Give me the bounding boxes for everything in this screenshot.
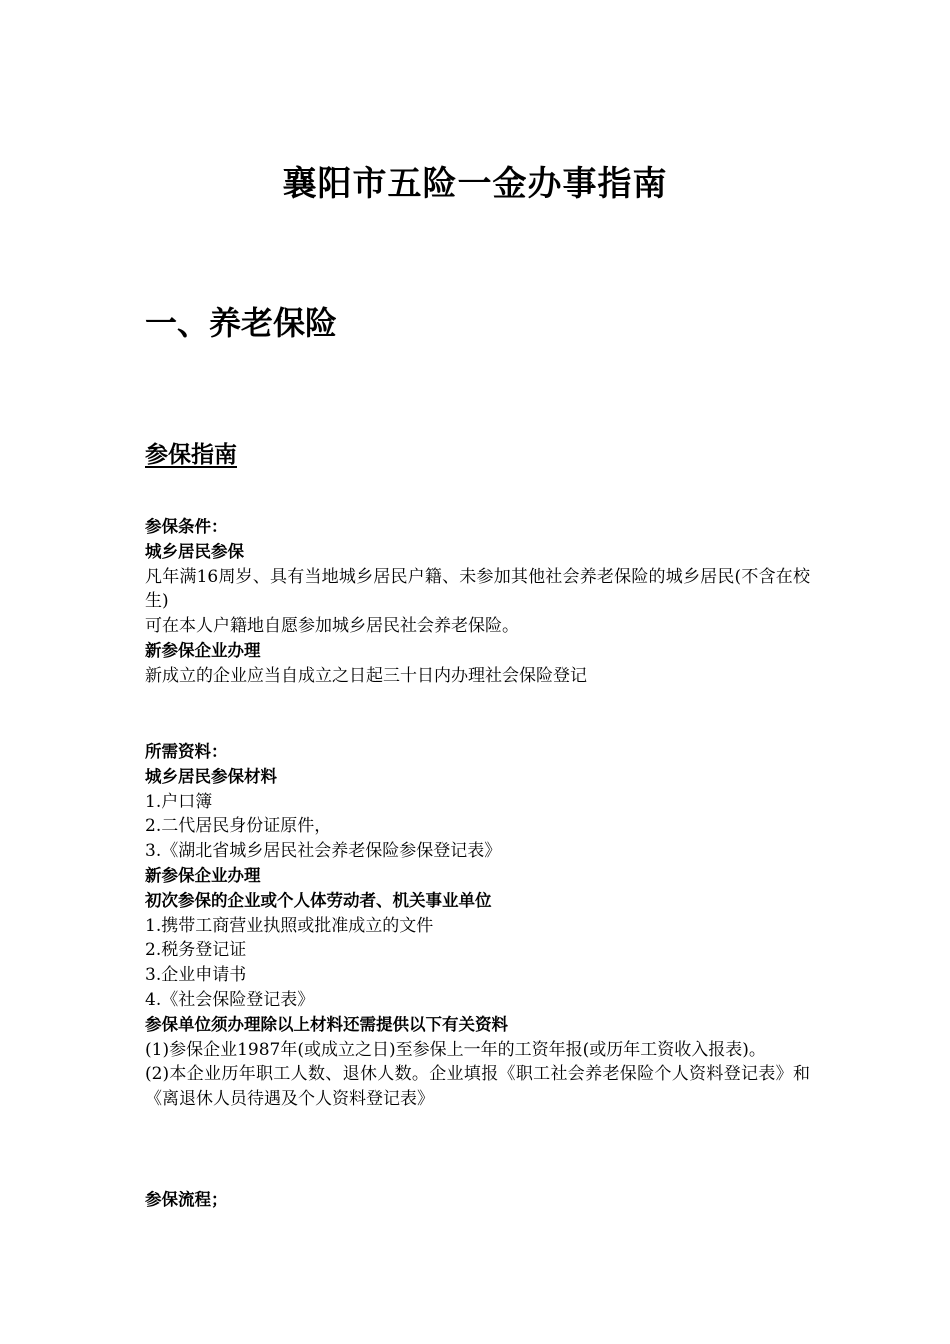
materials-enterprise-subheading: 初次参保的企业或个人体劳动者、机关事业单位 — [145, 890, 492, 910]
list-item: 3.《湖北省城乡居民社会养老保险参保登记表》 — [145, 841, 502, 862]
urban-rural-heading: 城乡居民参保 — [145, 541, 244, 561]
materials-extra-heading: 参保单位须办理除以上材料还需提供以下有关资料 — [145, 1014, 508, 1034]
list-item: 2.税务登记证 — [145, 940, 247, 961]
list-item: (2)本企业历年职工人数、退休人数。企业填报《职工社会养老保险个人资料登记表》和《离退休人员待遇及个人资料登记表》 — [145, 1064, 810, 1110]
enterprise-text: 新成立的企业应当自成立之日起三十日内办理社会保险登记 — [145, 665, 587, 686]
materials-urban-rural-heading: 城乡居民参保材料 — [145, 766, 277, 786]
materials-label: 所需资料： — [145, 742, 228, 761]
list-item: 4.《社会保险登记表》 — [145, 989, 315, 1010]
materials-block — [145, 740, 810, 1112]
urban-rural-text-1: 凡年满16周岁、具有当地城乡居民户籍、未参加其他社会养老保险的城乡居民(不含在校生) — [145, 566, 810, 612]
process-block — [145, 1188, 810, 1213]
list-item: 2.二代居民身份证原件， — [145, 816, 332, 837]
list-item: 3.企业申请书 — [145, 965, 247, 986]
urban-rural-text-2: 可在本人户籍地自愿参加城乡居民社会养老保险。 — [145, 616, 519, 637]
conditions-block — [145, 515, 810, 689]
list-item: 1.携带工商营业执照或批准成立的文件 — [145, 915, 434, 936]
subsection-heading-guide: 参保指南 — [145, 442, 237, 468]
conditions-label: 参保条件： — [145, 517, 228, 536]
materials-enterprise-heading: 新参保企业办理 — [145, 865, 261, 885]
document-title: 襄阳市五险一金办事指南 — [282, 164, 668, 204]
enterprise-heading: 新参保企业办理 — [145, 640, 261, 660]
list-item: 1.户口簿 — [145, 791, 213, 812]
list-item: (1)参保企业1987年(或成立之日)至参保上一年的工资年报(或历年工资收入报表)。 — [145, 1039, 766, 1060]
section-heading-pension: 一、养老保险 — [145, 304, 338, 342]
process-label: 参保流程； — [145, 1190, 228, 1209]
